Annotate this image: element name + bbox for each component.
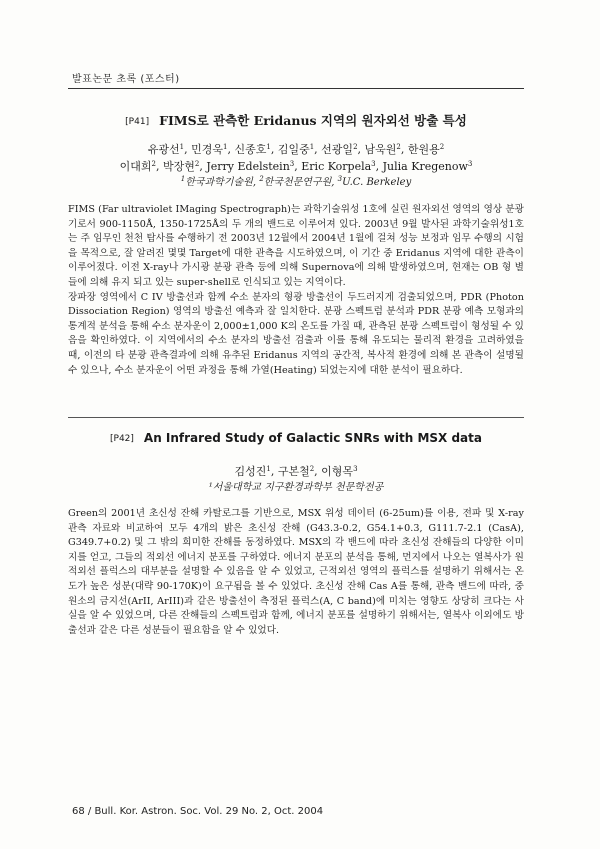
author-name: Jerry Edelstein — [206, 160, 290, 173]
author-affiliation-mark: 1 — [266, 143, 271, 151]
author-name: 박장현 — [163, 160, 195, 173]
author-name: 유광선 — [147, 143, 180, 156]
author-line-1: 유광선$^1$, 민경욱$^1$, 신종호$^1$, 김일중$^1$, 선광일$^2$, 남욱원$^2$, 한원용$^2$ — [147, 143, 445, 156]
author-affiliation-mark: 2 — [309, 465, 315, 473]
author-name: 구본철 — [277, 465, 310, 478]
author-affiliation-mark: 2 — [353, 143, 358, 151]
author-line-1: 김성진$^1$, 구본철$^2$, 이형목$^3$ — [234, 465, 358, 478]
author-affiliation-mark: 1 — [222, 143, 228, 151]
author-list — [68, 141, 524, 175]
author-affiliation-mark: 3 — [467, 160, 473, 168]
abstract-p41 — [68, 111, 524, 378]
author-affiliation-mark: 2 — [194, 160, 200, 168]
author-name: 신종호 — [234, 143, 267, 156]
affiliation-mark: 2 — [259, 175, 264, 183]
separator-rule — [68, 417, 524, 418]
affiliation-name: U.C. Berkeley — [342, 177, 412, 188]
author-affiliation-mark: 3 — [353, 465, 358, 473]
abstract-title — [68, 431, 524, 445]
author-affiliation-mark: 3 — [289, 160, 295, 168]
affiliations: $^1$한국과학기술원, $^2$한국천문연구원, $^3$U.C. Berkeley — [180, 175, 412, 188]
header-rule — [68, 88, 524, 89]
abstract-title-text: FIMS로 관측한 Eridanus 지역의 원자외선 방출 특성 — [159, 113, 467, 128]
author-affiliation-mark: 1 — [266, 465, 271, 473]
author-affiliation-mark: 2 — [439, 143, 445, 151]
author-affiliation-mark: 1 — [179, 143, 185, 151]
author-name: 민경욱 — [191, 143, 223, 156]
author-name: 남욱원 — [364, 143, 397, 156]
author-affiliation-mark: 2 — [151, 160, 156, 168]
abstract-body — [68, 507, 524, 638]
abstract-paragraph: FIMS (Far ultraviolet IMaging Spectrograph)는 과학기술위성 1호에 실린 원자외선 영역의 영상 분광기로서 900-1150Å, 1350-1725Å의 두 개의 밴드로 이루어져 있다. 2003년 9월 발사된 과학기술위성1호는 주 임무인 천천 탐사를 수행하기 전 2003년 12월에서 2004년 1월에 걸쳐 성능 보정과 임무 수행의 시험을 목적으로, 잘 알려진 몇몇 Target에 대한 관측을 시도하였으며, 이 기간 중 Eridanus 지역에 대한 관측이 이루어졌다. 이전 X-ray나 가시광 분광 관측 등에 의해 Supernova에 의해 발생하였으며, 현재는 OB 형 별 들에 의해 유지 되고 있는 super-shell로 인식되고 있는 지역이다. — [68, 204, 524, 288]
section-header: 발표논문 초록 (포스터) — [72, 74, 180, 85]
affiliation-name: 한국천문연구원 — [263, 177, 332, 188]
author-affiliation-mark: 1 — [309, 143, 315, 151]
abstract-p42 — [68, 431, 524, 638]
affiliation-mark: 1 — [180, 175, 186, 183]
author-affiliation-mark: 3 — [371, 160, 376, 168]
author-name: 김성진 — [234, 465, 267, 478]
abstract-title — [68, 111, 524, 129]
affiliation-name: 한국과학기술원 — [185, 177, 253, 188]
author-name: Julia Kregenow — [382, 160, 468, 173]
author-name: 김일중 — [277, 143, 310, 156]
abstract-title-text: An Infrared Study of Galactic SNRs with MSX data — [143, 431, 482, 445]
affiliations: ¹서울대학교 지구환경과학부 천문학전공 — [208, 482, 384, 493]
author-name: 한원용 — [407, 143, 440, 156]
page-footer: 68 / Bull. Kor. Astron. Soc. Vol. 29 No. 2, Oct. 2004 — [72, 806, 324, 817]
abstract-code: [P42] — [110, 434, 134, 444]
abstract-paragraph: 장파장 영역에서 C IV 방출선과 함께 수소 분자의 형광 방출선이 두드러지게 검출되었으며, PDR (Photon Dissociation Region) 영역의 방출선 예측과 잘 일치한다. 분광 스펙트럼 분석과 PDR 분광 예측 모형과의 통계적 분석을 통해 수소 분자운이 2,000±1,000 K의 온도를 가질 때, 관측된 분광 스펙트럼이 형성될 수 있음을 확인하였다. 이 지역에서의 수소 분자의 방출선 검출과 이를 통해 유도되는 물리적 환경을 고려하였을 때, 이전의 타 분광 관측결과에 의해 유추된 Eridanus 지역의 공간적, 복사적 환경에 의해 본 관측이 설명될 수 있으나, 수소 분자운이 어떤 과정을 통해 가열(Heating) 되었는지에 대한 분석이 필요하다. — [68, 291, 524, 376]
abstract-code: [P41] — [125, 117, 150, 127]
author-name: Eric Korpela — [301, 160, 372, 173]
author-name: 선광일 — [321, 143, 354, 156]
author-list — [68, 463, 524, 480]
abstract-paragraph: Green의 2001년 초신성 잔해 카탈로그를 기반으로, MSX 위성 데이터 (6-25um)를 이용, 전파 및 X-ray 관측 자료와 비교하여 모두 4개의 밝은 초신성 잔해 (G43.3-0.2, G54.1+0.3, G111.7-2.1 (CasA), G349.7+0.2) 및 그 밖의 희미한 잔해를 동정하였다. MSX의 각 밴드에 따라 초신성 잔해들의 다양한 이미지를 얻고, 그들의 적외선 에너지 분포를 구하였다. 에너지 분포의 분석을 통해, 먼지에서 나오는 열복사가 원적외선 플럭스의 대부분을 설명할 수 있음을 알 수 있었고, 근적외선 영역의 플럭스를 설명하기 위해서는 온도가 높은 성분(대략 90-170K)이 요구됨을 볼 수 있었다. 초신성 잔해 Cas A를 통해, 관측 밴드에 따라, 중원소의 금지선(ArII, ArIII)과 같은 방출선이 측정된 플럭스(A, C band)에 미치는 영향도 상당히 크다는 사실을 알 수 있었으며, 다른 잔해들의 스펙트럼과 함께, 에너지 분포를 설명하기 위해서는, 열복사 이외에도 방출선과 같은 다른 성분들이 필요함을 알 수 있었다. — [68, 508, 524, 636]
author-affiliation-mark: 2 — [396, 143, 401, 151]
abstract-body — [68, 203, 524, 378]
author-name: 이형목 — [321, 465, 354, 478]
author-name: 이대희 — [119, 160, 152, 173]
affiliation-mark: 3 — [337, 175, 343, 183]
author-line-2: 이대희$^2$, 박장현$^2$, Jerry Edelstein$^3$, Eric Korpela$^3$, Julia Kregenow$^3$ — [119, 160, 473, 173]
